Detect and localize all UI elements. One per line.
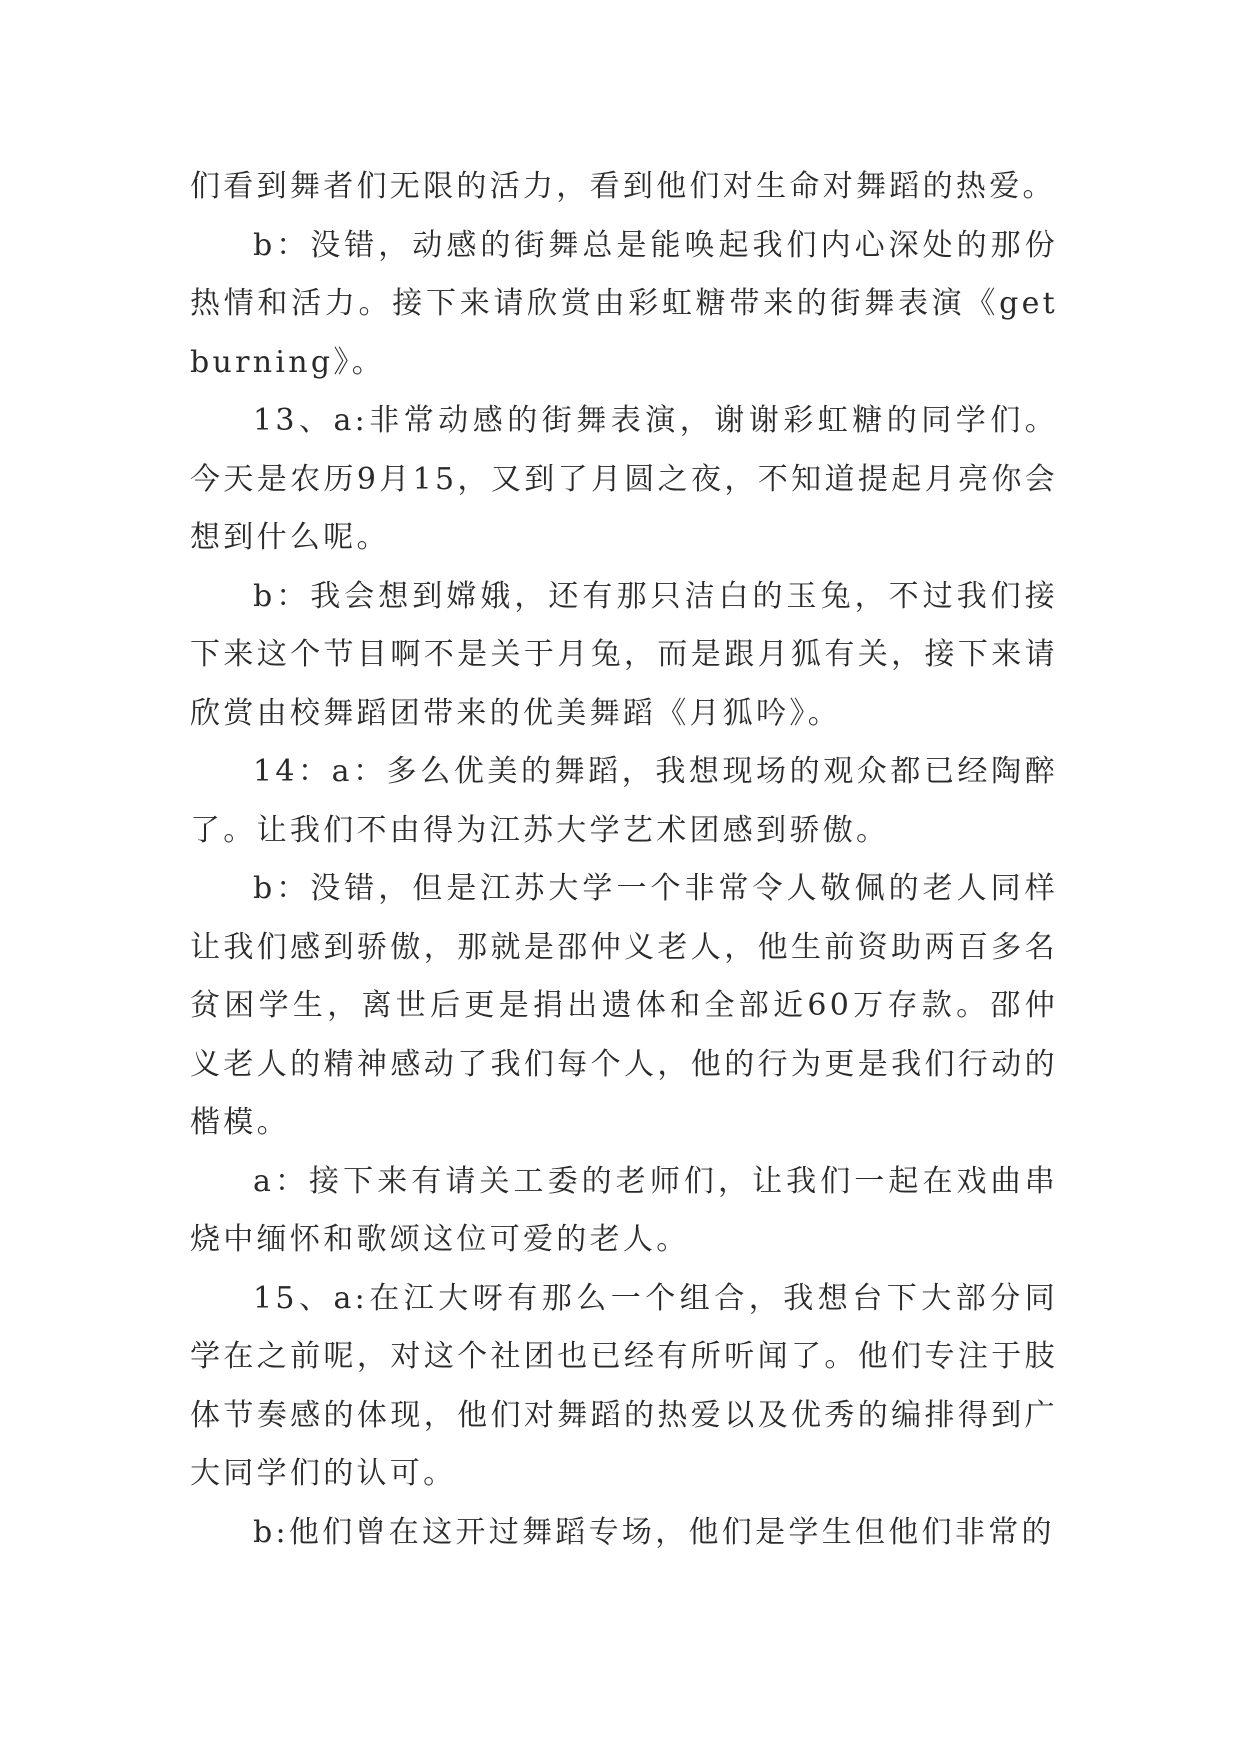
paragraph: a：接下来有请关工委的老师们，让我们一起在戏曲串烧中缅怀和歌颂这位可爱的老人。 — [190, 1163, 1058, 1257]
paragraph: b:他们曾在这开过舞蹈专场，他们是学生但他们非常的 — [253, 1514, 1055, 1550]
document-body — [190, 158, 1058, 1562]
paragraph: 13、a:非常动感的街舞表演，谢谢彩虹糖的同学们。今天是农历9月15，又到了月圆之夜，不知道提起月亮你会想到什么呢。 — [190, 403, 1058, 555]
paragraph: 们看到舞者们无限的活力，看到他们对生命对舞蹈的热爱。 — [190, 169, 1056, 204]
paragraph: b：没错，但是江苏大学一个非常令人敬佩的老人同样让我们感到骄傲，那就是邵仲义老人，他生前资助两百多名贫困学生，离世后更是捐出遗体和全部近60万存款。邵仲义老人的精神感动了我们每个人，他的行为更是我们行动的楷模。 — [190, 871, 1058, 1140]
paragraph: 15、a:在江大呀有那么一个组合，我想台下大部分同学在之前呢，对这个社团也已经有所听闻了。他们专注于肢体节奏感的体现，他们对舞蹈的热爱以及优秀的编排得到广大同学们的认可。 — [190, 1280, 1058, 1491]
paragraph: b：我会想到嫦娥，还有那只洁白的玉兔，不过我们接下来这个节目啊不是关于月兔，而是跟月狐有关，接下来请欣赏由校舞蹈团带来的优美舞蹈《月狐吟》。 — [190, 578, 1058, 731]
paragraph: b：没错，动感的街舞总是能唤起我们内心深处的那份热情和活力。接下来请欣赏由彩虹糖带来的街舞表演《get burning》。 — [190, 227, 1058, 380]
paragraph: 14：a：多么优美的舞蹈，我想现场的观众都已经陶醉了。让我们不由得为江苏大学艺术团感到骄傲。 — [190, 754, 1058, 848]
